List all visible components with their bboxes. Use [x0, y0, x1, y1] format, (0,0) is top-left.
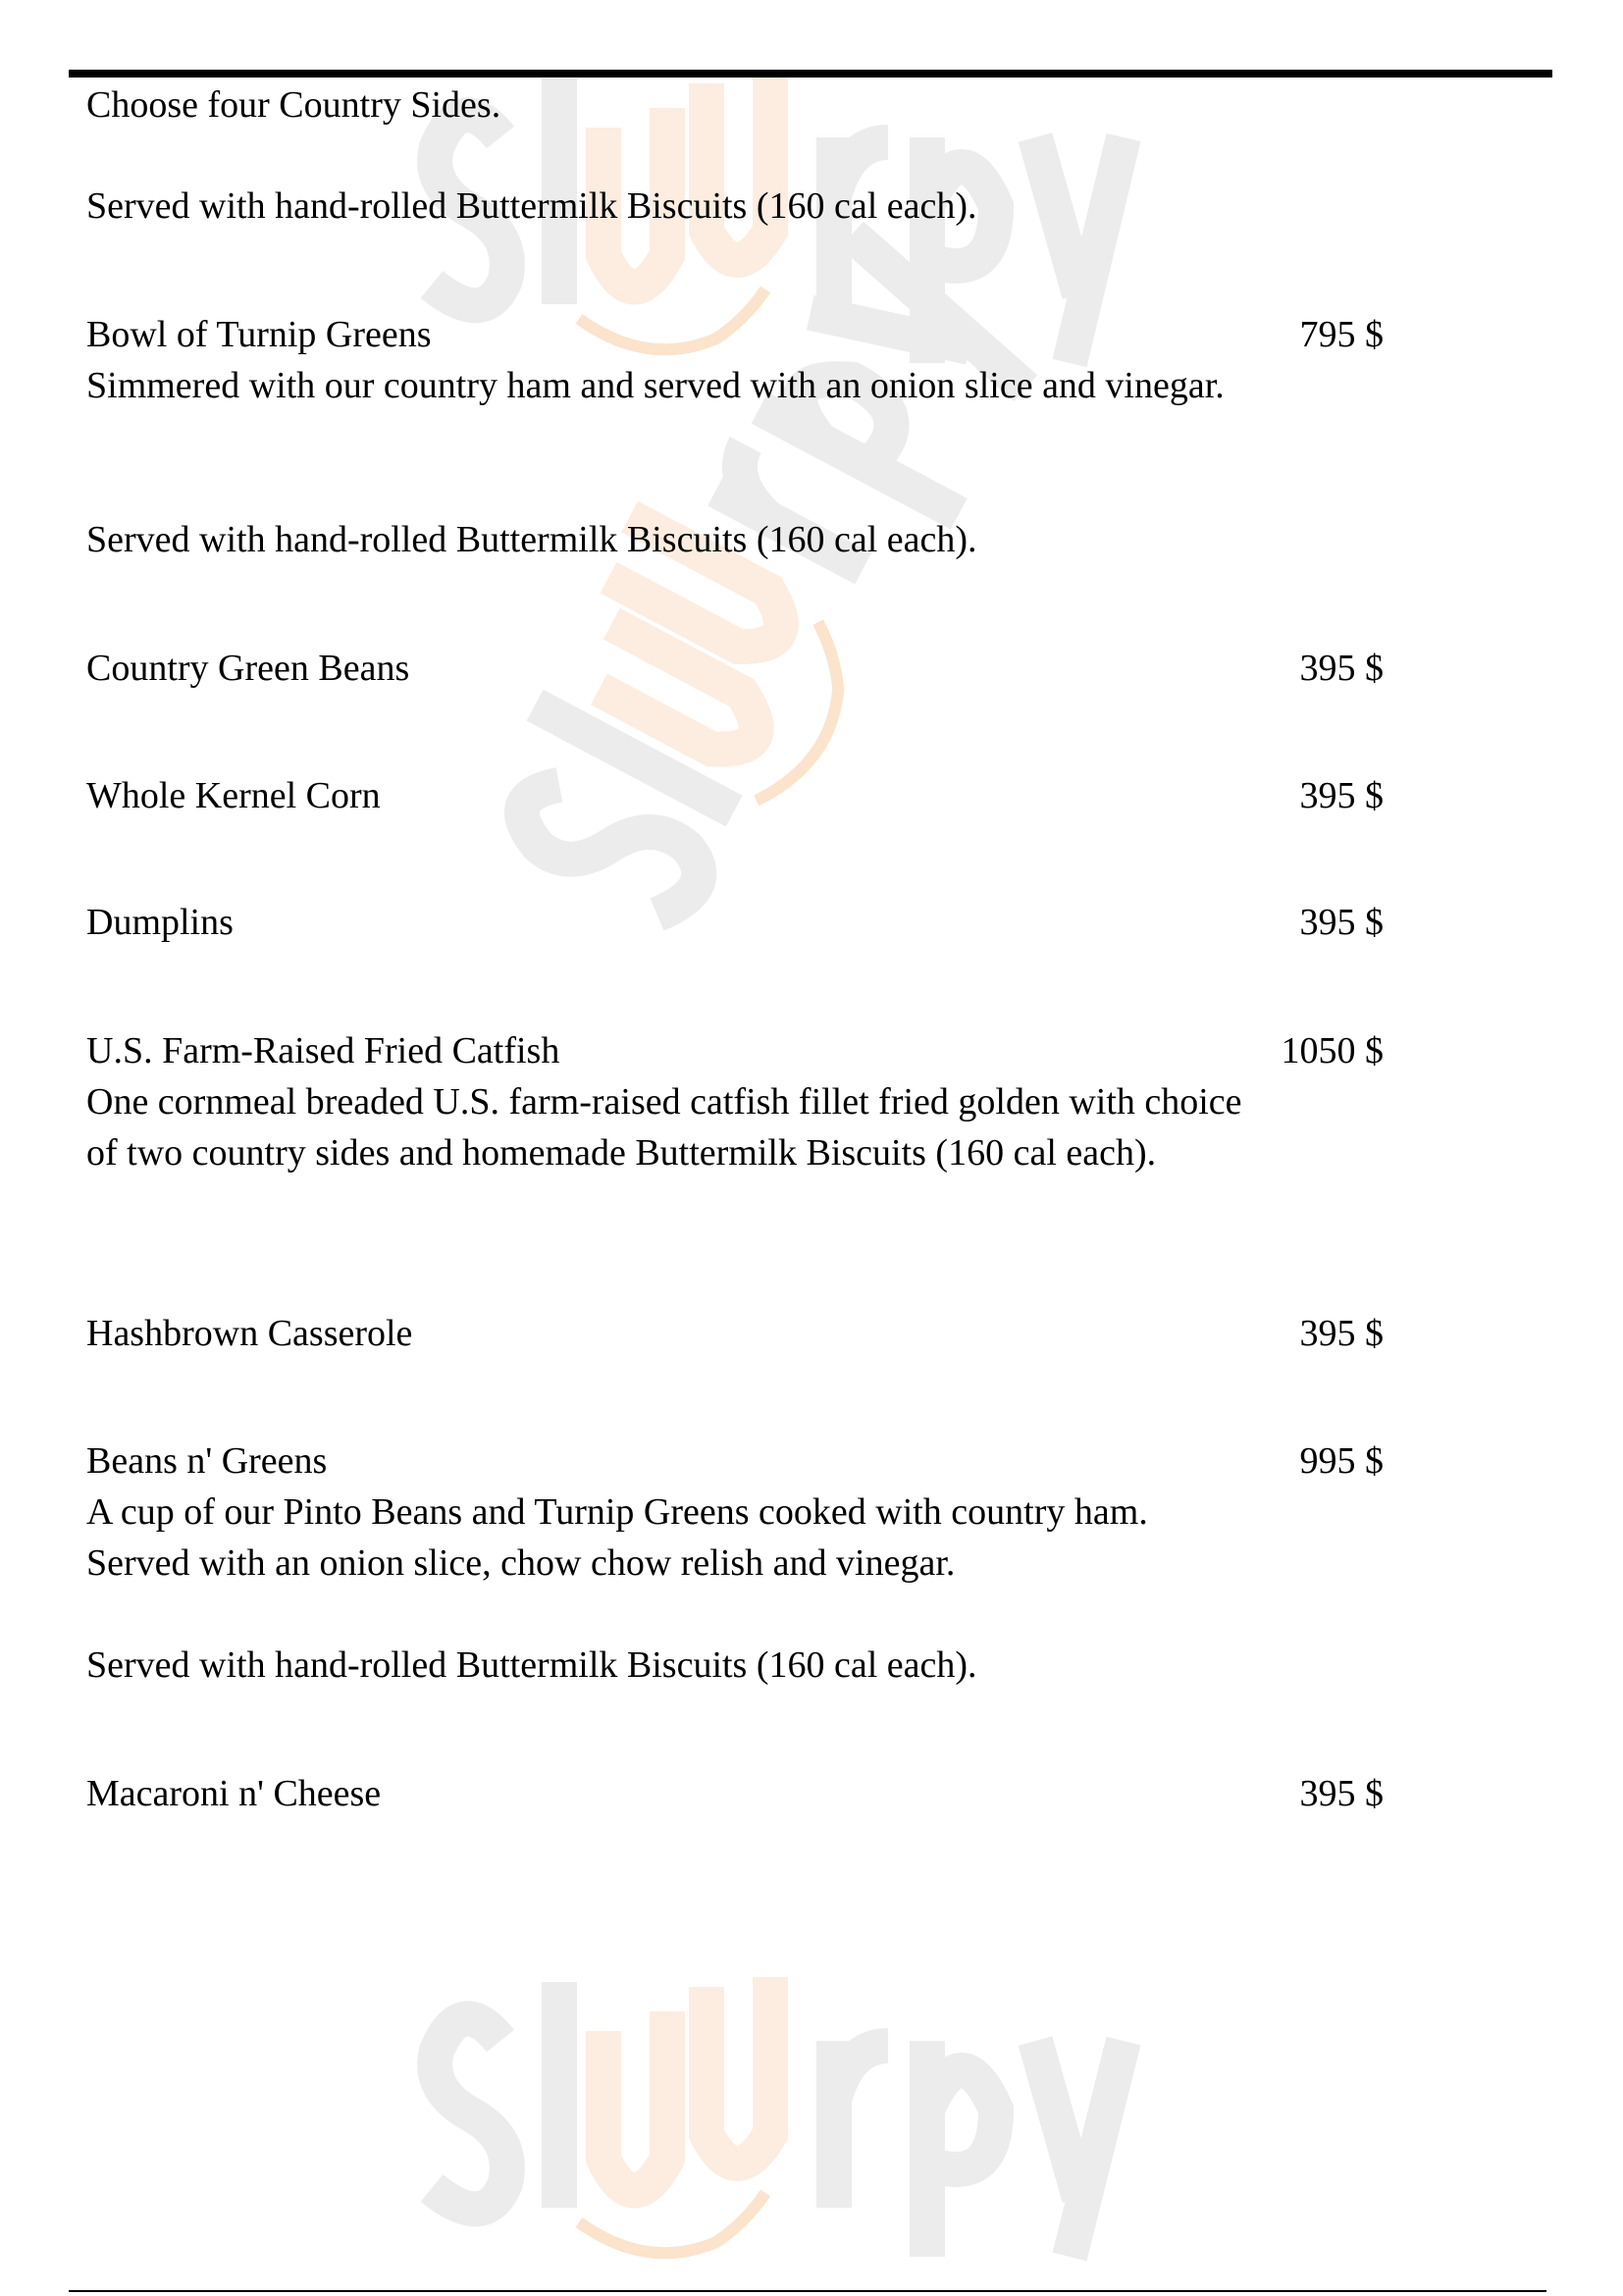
- item-name: Bowl of Turnip Greens: [86, 314, 432, 355]
- note-choose-sides: Choose four Country Sides.: [86, 84, 501, 126]
- menu-item: [86, 1308, 1215, 1359]
- menu-item: [86, 1768, 1215, 1819]
- item-description: Simmered with our country ham and served with an onion slice and vinegar.: [86, 365, 1225, 406]
- item-name: Hashbrown Casserole: [86, 1313, 413, 1354]
- menu-item: [86, 643, 1215, 694]
- item-name: Country Green Beans: [86, 648, 410, 689]
- item-price: 395 $: [1299, 1313, 1384, 1354]
- watermark-logo-bottom: [393, 1962, 1236, 2296]
- note-biscuits: Served with hand-rolled Buttermilk Biscuits (160 cal each).: [86, 519, 977, 560]
- menu-item: [86, 770, 1215, 821]
- item-name: Whole Kernel Corn: [86, 775, 381, 816]
- menu-item: [86, 897, 1215, 948]
- item-name: Macaroni n' Cheese: [86, 1773, 382, 1814]
- bottom-rule: [69, 2290, 1546, 2292]
- note-biscuits: Served with hand-rolled Buttermilk Biscuits (160 cal each).: [86, 185, 977, 227]
- item-name: Beans n' Greens: [86, 1440, 328, 1482]
- item-price: 1050 $: [1281, 1030, 1384, 1071]
- item-name: U.S. Farm-Raised Fried Catfish: [86, 1030, 560, 1071]
- item-name: Dumplins: [86, 902, 234, 943]
- item-price: 395 $: [1299, 1773, 1384, 1814]
- item-price: 395 $: [1299, 902, 1384, 943]
- menu-item: [86, 1435, 1205, 1589]
- item-price: 795 $: [1299, 314, 1384, 355]
- menu-item: [86, 309, 1225, 411]
- menu-item: [86, 1025, 1244, 1178]
- note-biscuits: Served with hand-rolled Buttermilk Biscuits (160 cal each).: [86, 1644, 977, 1686]
- item-description: One cornmeal breaded U.S. farm-raised catfish fillet fried golden with choice of two country sides and homemade Buttermilk Biscuits (160 cal each).: [86, 1081, 1242, 1174]
- item-price: 395 $: [1299, 775, 1384, 816]
- item-price: 995 $: [1299, 1440, 1384, 1482]
- item-price: 395 $: [1299, 648, 1384, 689]
- item-description: A cup of our Pinto Beans and Turnip Greens cooked with country ham. Served with an onion slice, chow chow relish and vinegar.: [86, 1491, 1148, 1584]
- top-rule: [69, 70, 1552, 78]
